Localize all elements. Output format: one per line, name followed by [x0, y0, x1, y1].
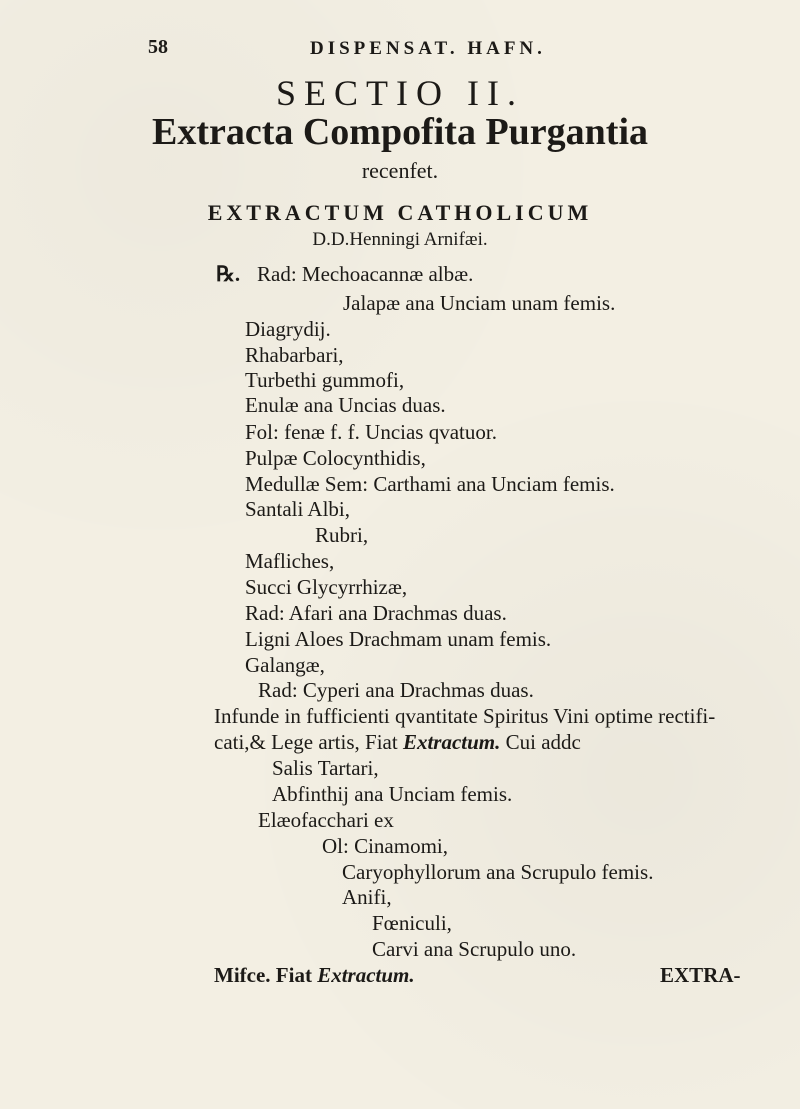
recipe-line-text: Cui addc [505, 730, 581, 754]
recipe-line: Anifi, [342, 885, 392, 909]
recipe-line: Mafliches, [245, 549, 335, 573]
page-number: 58 [148, 36, 168, 58]
subtitle: recenfet. [361, 158, 439, 183]
recipe-line: Salis Tartari, [272, 756, 379, 780]
page-title: Extracta Compofita Purgantia [151, 111, 649, 153]
recipe-line: Succi Glycyrrhizæ, [245, 575, 408, 599]
recipe-line: Enulæ ana Uncias duas. [245, 393, 446, 417]
recipe-line: Ol: Cinamomi, [322, 834, 448, 858]
recipe-line: Carvi ana Scrupulo uno. [372, 937, 577, 961]
recipe-line: Medullæ Sem: Carthami ana Unciam femis. [245, 472, 615, 496]
recipe-line: Abfinthij ana Unciam femis. [272, 782, 513, 806]
recipe-line: Fœniculi, [372, 911, 452, 935]
recipe-line [214, 963, 415, 988]
recipe-line: Fol: fenæ f. f. Uncias qvatuor. [245, 420, 497, 444]
recipe-line: Jalapæ ana Unciam unam femis. [343, 291, 616, 315]
running-title: DISPENSAT. HAFN. [310, 38, 546, 59]
recipe-heading: EXTRACTUM CATHOLICUM [207, 200, 593, 225]
recipe-line: Galangæ, [245, 653, 325, 677]
catchword: EXTRA- [660, 963, 741, 987]
section-label: SECTIO II. [276, 73, 524, 113]
recipe-line: Rhabarbari, [245, 343, 344, 367]
recipe-line-text: Mifce. Fiat [214, 963, 312, 987]
recipe-line: Turbethi gummofi, [245, 368, 405, 392]
recipe-line: Elæofacchari ex [258, 808, 394, 832]
recipe-line [214, 730, 581, 755]
extractum-italic: Extractum. [402, 730, 501, 754]
recipe-author: D.D.Henningi Arnifæi. [312, 229, 488, 250]
recipe-line: Rubri, [315, 523, 369, 547]
extractum-italic-end: Extractum. [317, 963, 415, 987]
recipe-line: Caryophyllorum ana Scrupulo femis. [342, 860, 654, 884]
recipe-line-text: cati,& Lege artis, Fiat [214, 730, 398, 754]
recipe-line: Rad: Afari ana Drachmas duas. [245, 601, 507, 625]
recipe-line: Diagrydij. [245, 317, 331, 341]
recipe-line: Pulpæ Colocynthidis, [245, 446, 426, 470]
recipe-line: Ligni Aloes Drachmam unam femis. [245, 627, 552, 651]
recipe-line: Infunde in fufficienti qvantitate Spiritus Vini optime rectifi- [214, 704, 716, 728]
recipe-line: Rad: Mechoacannæ albæ. [257, 262, 474, 286]
recipe-symbol: ℞. [216, 262, 241, 286]
recipe-line: Santali Albi, [245, 497, 350, 521]
recipe-line: Rad: Cyperi ana Drachmas duas. [258, 678, 534, 702]
